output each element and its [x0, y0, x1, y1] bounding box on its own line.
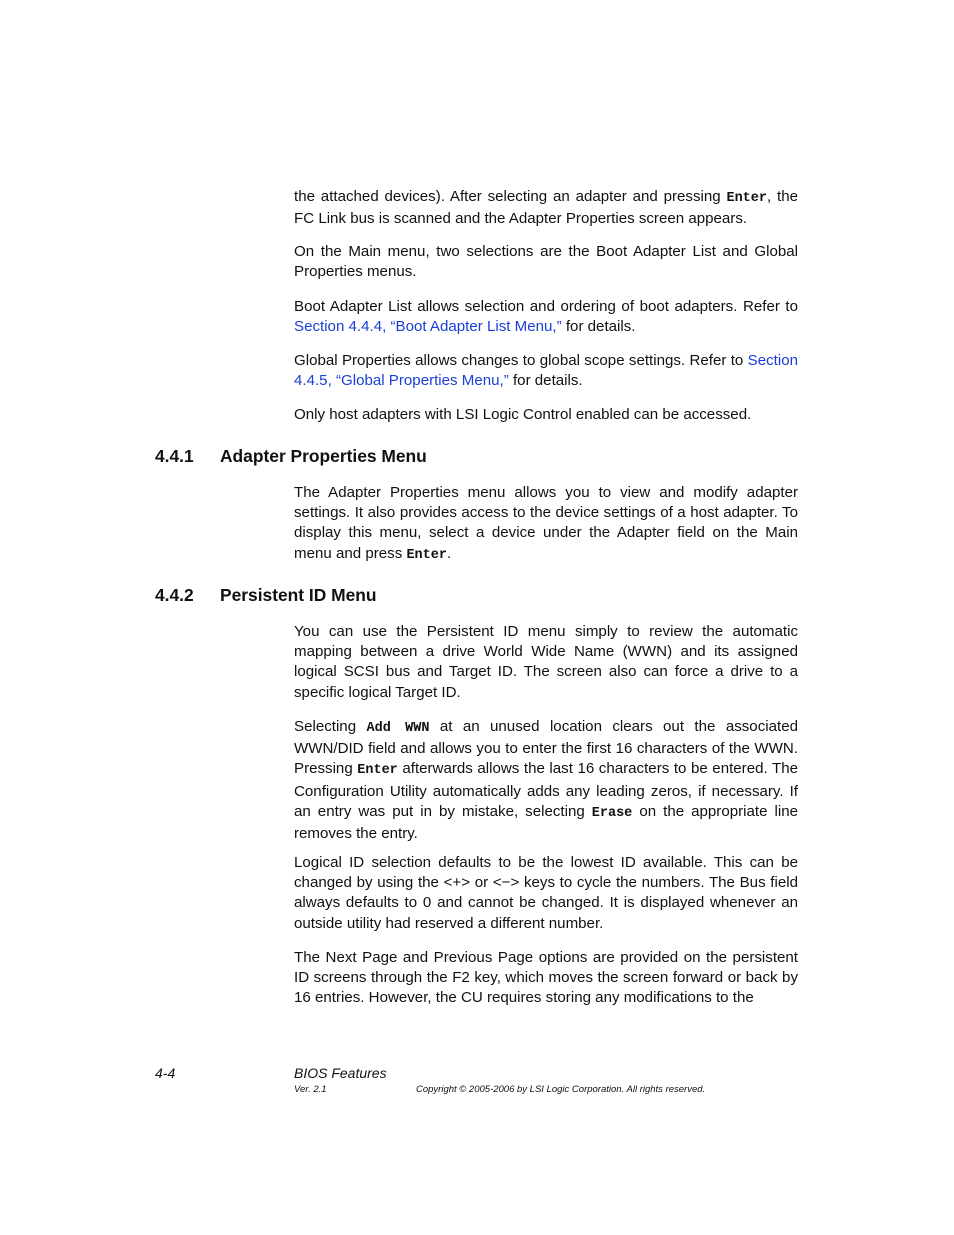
text-run: afterwards allows the last 16 characters to be entered. The Configuration Utility automatically adds any leading zeros, if necessary. If an entry was put in by mistake, selecting: [294, 760, 798, 820]
key-minus: <−>: [492, 874, 520, 892]
section-4-4-1-paragraph-1: [294, 483, 798, 566]
intro-paragraph-4: [294, 351, 798, 391]
text-run: for details.: [508, 372, 583, 390]
key-erase: Erase: [591, 805, 633, 821]
key-enter: Enter: [357, 763, 398, 779]
section-number: 4.4.1: [155, 446, 194, 466]
paragraph-text: The Next Page and Previous Page options are provided on the persistent ID screens through the F2 key, which moves the screen forward or back by 16 entries. However, the CU requires storing any modifications to the: [294, 949, 798, 1007]
key-add-wwn: Add WWN: [366, 721, 430, 736]
section-4-4-2-paragraph-3: [294, 853, 798, 934]
footer-chapter-title: BIOS Features: [294, 1065, 387, 1081]
intro-paragraph-1: [294, 187, 798, 229]
key-enter: Enter: [726, 191, 767, 206]
text-run: The Adapter Properties menu allows you to view and modify adapter settings. It also provides access to the device settings of a host adapter. To display this menu, select a device under the Adapter field on the Main menu and press: [294, 484, 798, 562]
intro-paragraph-3: [294, 297, 798, 337]
text-run: , the FC Link bus is scanned and the Adapter Properties screen appears.: [294, 188, 798, 228]
section-4-4-2-paragraph-1: [294, 622, 798, 703]
footer-copyright: Copyright © 2005-2006 by LSI Logic Corporation. All rights reserved.: [416, 1084, 706, 1095]
text-run: Global Properties allows changes to global scope settings. Refer to: [294, 352, 748, 369]
text-run: on the appropriate line removes the entry.: [294, 802, 798, 843]
footer-page-number: 4-4: [155, 1065, 176, 1081]
link-global-properties-menu[interactable]: Section 4.4.5, “Global Properties Menu,”: [294, 352, 798, 390]
text-run: for details.: [561, 318, 636, 336]
intro-paragraph-2: [294, 242, 798, 282]
link-boot-adapter-list-menu[interactable]: Section 4.4.4, “Boot Adapter List Menu,”: [294, 318, 562, 336]
text-run: or: [470, 874, 493, 892]
section-number: 4.4.2: [155, 585, 194, 605]
section-4-4-2-paragraph-4: [294, 948, 798, 1009]
key-enter: Enter: [406, 547, 447, 563]
text-run: the attached devices). After selecting an adapter and pressing: [294, 188, 727, 205]
footer-version: Ver. 2.1: [294, 1084, 327, 1095]
section-heading-4-4-2: [155, 585, 377, 605]
text-run: at an unused location clears out the associated WWN/DID field and allows you to enter the first 16 characters of the WWN. Pressing: [294, 718, 798, 778]
section-heading-4-4-1: [155, 446, 427, 466]
text-run: Selecting: [294, 718, 367, 735]
intro-paragraph-5: [294, 405, 798, 425]
text-run: Logical ID selection defaults to be the lowest ID available. This can be changed by using the: [294, 854, 798, 892]
text-run: Boot Adapter List allows selection and ordering of boot adapters. Refer to: [294, 298, 798, 315]
section-4-4-2-paragraph-2: [294, 717, 798, 844]
paragraph-text: On the Main menu, two selections are the Boot Adapter List and Global Properties menus.: [294, 243, 798, 281]
paragraph-text: You can use the Persistent ID menu simply to review the automatic mapping between a drive World Wide Name (WWN) and its assigned logical SCSI bus and Target ID. The screen also can force a drive to a specific logical Target ID.: [294, 623, 798, 701]
text-run: keys to cycle the numbers. The Bus field always defaults to 0 and cannot be changed. It is displayed whenever an outside utility had reserved a different number.: [294, 874, 798, 932]
paragraph-text: Only host adapters with LSI Logic Control enabled can be accessed.: [294, 406, 752, 423]
section-title: Persistent ID Menu: [220, 585, 377, 605]
key-plus: <+>: [443, 874, 471, 892]
section-title: Adapter Properties Menu: [220, 446, 427, 466]
text-run: .: [446, 544, 452, 562]
